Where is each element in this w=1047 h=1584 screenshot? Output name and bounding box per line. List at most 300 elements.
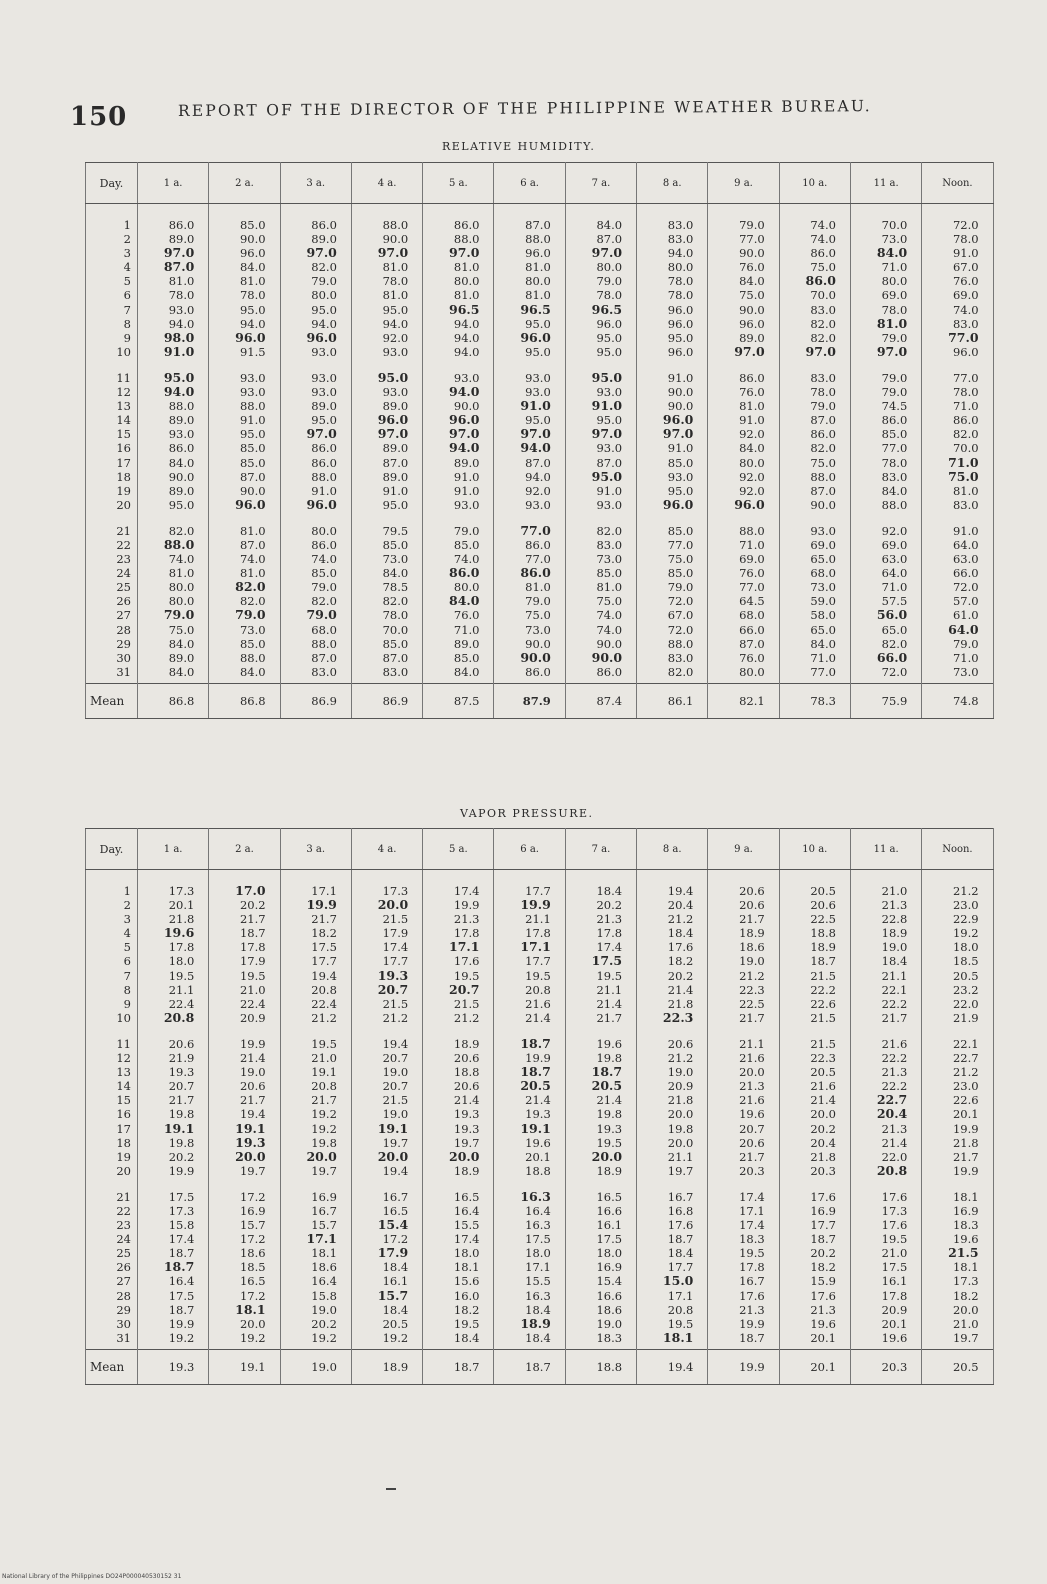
vapor-value-cell: 19.6 [494,1136,565,1150]
humidity-mean-cell: 86.8 [138,683,209,718]
humidity-value-cell: 58.0 [779,608,850,622]
humidity-value-cell: 80.0 [138,594,209,608]
humidity-mean-cell: 87.5 [423,683,494,718]
humidity-value-cell: 76.0 [708,566,779,580]
vapor-value-cell: 21.3 [850,1122,921,1136]
vapor-value-cell: 18.4 [494,1331,565,1350]
humidity-value-cell: 90.0 [637,385,708,399]
vapor-value-cell: 19.5 [423,1317,494,1331]
vapor-row [86,1178,994,1204]
humidity-value-cell: 74.0 [565,608,636,622]
vapor-value-cell: 18.4 [494,1303,565,1317]
humidity-value-cell: 96.0 [922,345,993,359]
vapor-value-cell: 18.4 [351,1303,422,1317]
vapor-value-cell: 19.0 [708,954,779,968]
humidity-row [86,623,994,637]
humidity-day-cell: 16 [86,441,138,455]
vapor-value-cell: 16.4 [138,1274,209,1288]
vapor-value-cell: 19.0 [850,940,921,954]
vapor-value-cell: 20.2 [138,1150,209,1164]
vapor-value-cell: 17.6 [850,1218,921,1232]
vapor-value-cell: 18.9 [850,926,921,940]
humidity-value-cell: 86.0 [850,413,921,427]
humidity-value-cell: 85.0 [209,456,280,470]
humidity-value-cell: 81.0 [209,274,280,288]
vapor-value-cell: 17.6 [637,1218,708,1232]
humidity-mean-cell: 86.9 [351,683,422,718]
vapor-value-cell: 22.5 [779,912,850,926]
vapor-value-cell: 17.1 [423,940,494,954]
humidity-value-cell: 82.0 [280,594,351,608]
vapor-value-cell: 20.2 [280,1317,351,1331]
vapor-value-cell: 22.4 [280,997,351,1011]
vapor-value-cell: 19.8 [280,1136,351,1150]
humidity-mean-cell: 86.8 [209,683,280,718]
humidity-value-cell: 80.0 [423,580,494,594]
vapor-row [86,1150,994,1164]
humidity-col-header: 8 a. [637,163,708,204]
vapor-value-cell: 19.3 [138,1065,209,1079]
vapor-value-cell: 19.5 [209,969,280,983]
humidity-value-cell: 70.0 [351,623,422,637]
vapor-value-cell: 20.3 [779,1164,850,1178]
humidity-value-cell: 70.0 [779,288,850,302]
vapor-value-cell: 20.0 [779,1107,850,1121]
vapor-value-cell: 19.9 [922,1164,993,1178]
humidity-value-cell: 75.0 [779,456,850,470]
vapor-value-cell: 20.0 [423,1150,494,1164]
vapor-value-cell: 20.0 [351,898,422,912]
vapor-value-cell: 21.5 [779,1025,850,1051]
humidity-value-cell: 91.0 [637,441,708,455]
vapor-value-cell: 20.0 [637,1136,708,1150]
vapor-value-cell: 20.9 [850,1303,921,1317]
vapor-row [86,997,994,1011]
humidity-value-cell: 96.5 [565,303,636,317]
vapor-value-cell: 20.0 [209,1150,280,1164]
humidity-value-cell: 76.0 [922,274,993,288]
humidity-value-cell: 96.0 [494,331,565,345]
vapor-value-cell: 21.5 [779,1011,850,1025]
humidity-day-cell: 5 [86,274,138,288]
humidity-value-cell: 92.0 [850,512,921,538]
vapor-value-cell: 16.6 [565,1204,636,1218]
humidity-value-cell: 71.0 [779,651,850,665]
humidity-value-cell: 82.0 [922,427,993,441]
humidity-value-cell: 78.0 [922,232,993,246]
humidity-value-cell: 97.0 [138,246,209,260]
vapor-value-cell: 19.9 [708,1317,779,1331]
vapor-value-cell: 21.8 [637,1093,708,1107]
vapor-value-cell: 18.7 [708,1331,779,1350]
humidity-value-cell: 96.0 [423,413,494,427]
humidity-value-cell: 90.0 [637,399,708,413]
vapor-value-cell: 21.4 [850,1136,921,1150]
vapor-value-cell: 18.7 [138,1246,209,1260]
humidity-value-cell: 84.0 [565,204,636,233]
vapor-day-cell: 8 [86,983,138,997]
vapor-value-cell: 21.7 [850,1011,921,1025]
vapor-row [86,1079,994,1093]
humidity-col-header: 4 a. [351,163,422,204]
vapor-value-cell: 19.7 [637,1164,708,1178]
humidity-value-cell: 66.0 [708,623,779,637]
humidity-day-cell: 12 [86,385,138,399]
vapor-value-cell: 15.8 [138,1218,209,1232]
vapor-value-cell: 19.5 [565,1136,636,1150]
humidity-value-cell: 96.0 [565,317,636,331]
vapor-value-cell: 21.1 [708,1025,779,1051]
vapor-day-cell: 27 [86,1274,138,1288]
vapor-value-cell: 21.3 [850,1065,921,1079]
humidity-value-cell: 68.0 [708,608,779,622]
vapor-row [86,983,994,997]
vapor-value-cell: 17.5 [280,940,351,954]
vapor-value-cell: 19.6 [708,1107,779,1121]
humidity-value-cell: 66.0 [850,651,921,665]
humidity-value-cell: 78.0 [850,303,921,317]
vapor-value-cell: 17.5 [850,1260,921,1274]
vapor-value-cell: 21.4 [565,997,636,1011]
humidity-value-cell: 83.0 [922,317,993,331]
humidity-value-cell: 86.0 [922,413,993,427]
humidity-value-cell: 86.0 [779,246,850,260]
vapor-value-cell: 21.3 [565,912,636,926]
humidity-day-cell: 18 [86,470,138,484]
humidity-value-cell: 92.0 [708,427,779,441]
vapor-mean-cell: 19.4 [637,1349,708,1384]
humidity-value-cell: 88.0 [351,204,422,233]
humidity-value-cell: 93.0 [351,385,422,399]
vapor-row [86,870,994,899]
vapor-day-cell: 20 [86,1164,138,1178]
vapor-row [86,1274,994,1288]
humidity-row [86,651,994,665]
vapor-value-cell: 19.6 [922,1232,993,1246]
vapor-value-cell: 17.4 [423,1232,494,1246]
humidity-value-cell: 72.0 [850,665,921,684]
humidity-value-cell: 95.0 [637,331,708,345]
vapor-value-cell: 17.2 [351,1232,422,1246]
vapor-value-cell: 19.2 [280,1122,351,1136]
humidity-value-cell: 78.5 [351,580,422,594]
vapor-value-cell: 21.1 [494,912,565,926]
vapor-row [86,1303,994,1317]
humidity-value-cell: 83.0 [850,470,921,484]
vapor-day-cell: 28 [86,1289,138,1303]
vapor-row [86,954,994,968]
vapor-value-cell: 21.7 [138,1093,209,1107]
vapor-value-cell: 20.0 [565,1150,636,1164]
humidity-value-cell: 80.0 [138,580,209,594]
vapor-value-cell: 19.5 [565,969,636,983]
vapor-value-cell: 18.4 [351,1260,422,1274]
humidity-value-cell: 95.0 [565,331,636,345]
humidity-value-cell: 75.0 [138,623,209,637]
vapor-value-cell: 16.5 [209,1274,280,1288]
humidity-value-cell: 81.0 [423,288,494,302]
humidity-value-cell: 91.0 [138,345,209,359]
humidity-value-cell: 93.0 [280,385,351,399]
vapor-day-cell: 15 [86,1093,138,1107]
humidity-value-cell: 87.0 [138,260,209,274]
vapor-row [86,1232,994,1246]
humidity-value-cell: 91.0 [708,413,779,427]
humidity-day-cell: 26 [86,594,138,608]
vapor-day-cell: 7 [86,969,138,983]
humidity-value-cell: 93.0 [565,498,636,512]
humidity-value-cell: 83.0 [637,232,708,246]
humidity-value-cell: 69.0 [708,552,779,566]
vapor-value-cell: 20.1 [494,1150,565,1164]
humidity-value-cell: 91.0 [351,484,422,498]
humidity-value-cell: 80.0 [280,512,351,538]
vapor-value-cell: 19.9 [209,1025,280,1051]
humidity-value-cell: 74.0 [922,303,993,317]
humidity-value-cell: 81.0 [209,566,280,580]
humidity-value-cell: 73.0 [850,232,921,246]
vapor-value-cell: 21.1 [565,983,636,997]
humidity-value-cell: 73.0 [922,665,993,684]
vapor-row [86,1331,994,1350]
vapor-value-cell: 20.1 [779,1331,850,1350]
vapor-value-cell: 21.5 [351,912,422,926]
humidity-value-cell: 94.0 [494,470,565,484]
humidity-value-cell: 94.0 [423,441,494,455]
humidity-row [86,552,994,566]
humidity-col-header: 1 a. [138,163,209,204]
vapor-value-cell: 21.6 [850,1025,921,1051]
humidity-value-cell: 97.0 [351,427,422,441]
humidity-value-cell: 93.0 [138,427,209,441]
humidity-value-cell: 96.0 [637,498,708,512]
humidity-value-cell: 88.0 [637,637,708,651]
humidity-value-cell: 96.5 [494,303,565,317]
vapor-value-cell: 17.8 [209,940,280,954]
humidity-value-cell: 81.0 [494,580,565,594]
humidity-value-cell: 81.0 [494,288,565,302]
vapor-value-cell: 21.2 [280,1011,351,1025]
humidity-value-cell: 85.0 [209,204,280,233]
humidity-value-cell: 57.0 [922,594,993,608]
vapor-value-cell: 18.1 [280,1246,351,1260]
vapor-value-cell: 21.4 [637,983,708,997]
vapor-col-header: Day. [86,829,138,870]
vapor-value-cell: 17.8 [494,926,565,940]
humidity-value-cell: 69.0 [922,288,993,302]
humidity-value-cell: 83.0 [779,303,850,317]
vapor-row [86,1204,994,1218]
vapor-value-cell: 19.5 [708,1246,779,1260]
humidity-row [86,274,994,288]
humidity-day-cell: 17 [86,456,138,470]
humidity-row [86,538,994,552]
humidity-value-cell: 86.0 [779,427,850,441]
vapor-value-cell: 21.5 [351,997,422,1011]
vapor-value-cell: 22.2 [850,997,921,1011]
vapor-value-cell: 19.8 [565,1051,636,1065]
humidity-row [86,498,994,512]
humidity-value-cell: 77.0 [850,441,921,455]
humidity-value-cell: 81.0 [423,260,494,274]
humidity-value-cell: 88.0 [209,651,280,665]
vapor-value-cell: 21.3 [423,912,494,926]
humidity-value-cell: 79.0 [850,331,921,345]
vapor-row [86,898,994,912]
vapor-value-cell: 18.9 [708,926,779,940]
vapor-value-cell: 20.5 [779,1065,850,1079]
humidity-value-cell: 84.0 [779,637,850,651]
vapor-row [86,1051,994,1065]
vapor-value-cell: 17.7 [351,954,422,968]
humidity-value-cell: 83.0 [637,651,708,665]
humidity-value-cell: 79.0 [922,637,993,651]
humidity-value-cell: 89.0 [138,651,209,665]
vapor-value-cell: 21.4 [779,1093,850,1107]
vapor-value-cell: 17.6 [423,954,494,968]
humidity-value-cell: 86.0 [138,441,209,455]
humidity-day-cell: 7 [86,303,138,317]
humidity-value-cell: 80.0 [850,274,921,288]
vapor-value-cell: 18.0 [565,1246,636,1260]
humidity-value-cell: 71.0 [850,580,921,594]
humidity-value-cell: 90.0 [708,303,779,317]
vapor-value-cell: 21.0 [280,1051,351,1065]
humidity-value-cell: 81.0 [494,260,565,274]
vapor-value-cell: 21.2 [708,969,779,983]
humidity-value-cell: 85.0 [850,427,921,441]
humidity-value-cell: 89.0 [280,399,351,413]
humidity-value-cell: 82.0 [209,594,280,608]
page-header [0,0,1047,140]
vapor-col-header: 11 a. [850,829,921,870]
vapor-value-cell: 16.6 [565,1289,636,1303]
vapor-value-cell: 20.1 [922,1107,993,1121]
humidity-value-cell: 70.0 [850,204,921,233]
vapor-value-cell: 22.3 [637,1011,708,1025]
vapor-value-cell: 17.7 [637,1260,708,1274]
vapor-value-cell: 19.0 [209,1065,280,1079]
vapor-value-cell: 18.2 [280,926,351,940]
humidity-value-cell: 79.0 [637,580,708,594]
vapor-value-cell: 21.0 [850,870,921,899]
humidity-value-cell: 88.0 [280,470,351,484]
vapor-row [86,1025,994,1051]
humidity-value-cell: 90.0 [565,637,636,651]
vapor-value-cell: 21.3 [779,1303,850,1317]
vapor-value-cell: 20.4 [779,1136,850,1150]
vapor-value-cell: 16.9 [922,1204,993,1218]
humidity-value-cell: 75.0 [637,552,708,566]
humidity-value-cell: 78.0 [209,288,280,302]
humidity-day-cell: 22 [86,538,138,552]
humidity-mean-cell: 86.9 [280,683,351,718]
vapor-value-cell: 18.4 [637,1246,708,1260]
vapor-value-cell: 19.1 [280,1065,351,1079]
humidity-value-cell: 69.0 [850,288,921,302]
humidity-value-cell: 72.0 [637,594,708,608]
humidity-mean-row [86,683,994,718]
humidity-value-cell: 64.5 [708,594,779,608]
vapor-value-cell: 17.4 [708,1178,779,1204]
vapor-value-cell: 20.6 [637,1025,708,1051]
humidity-value-cell: 95.0 [280,303,351,317]
vapor-value-cell: 18.7 [565,1065,636,1079]
vapor-value-cell: 18.6 [209,1246,280,1260]
humidity-value-cell: 93.0 [565,441,636,455]
humidity-value-cell: 95.0 [351,498,422,512]
vapor-value-cell: 16.7 [351,1178,422,1204]
vapor-value-cell: 22.0 [922,997,993,1011]
humidity-value-cell: 69.0 [779,538,850,552]
vapor-value-cell: 18.4 [565,870,636,899]
humidity-value-cell: 86.0 [565,665,636,684]
humidity-value-cell: 93.0 [351,345,422,359]
vapor-value-cell: 18.5 [922,954,993,968]
vapor-col-header: 8 a. [637,829,708,870]
humidity-value-cell: 88.0 [138,538,209,552]
humidity-value-cell: 85.0 [637,456,708,470]
vapor-value-cell: 19.2 [280,1107,351,1121]
humidity-row [86,399,994,413]
humidity-col-header: 10 a. [779,163,850,204]
vapor-mean-cell: 20.1 [779,1349,850,1384]
humidity-col-header: 9 a. [708,163,779,204]
humidity-value-cell: 89.0 [351,441,422,455]
vapor-value-cell: 18.8 [494,1164,565,1178]
vapor-value-cell: 16.5 [565,1178,636,1204]
humidity-value-cell: 74.0 [779,232,850,246]
vapor-value-cell: 22.7 [850,1093,921,1107]
vapor-day-cell: 2 [86,898,138,912]
vapor-value-cell: 21.4 [494,1093,565,1107]
humidity-value-cell: 91.0 [922,246,993,260]
vapor-value-cell: 20.7 [351,1079,422,1093]
vapor-value-cell: 19.2 [351,1331,422,1350]
vapor-day-cell: 6 [86,954,138,968]
humidity-value-cell: 72.0 [922,204,993,233]
vapor-value-cell: 17.7 [494,954,565,968]
humidity-value-cell: 85.0 [423,651,494,665]
humidity-value-cell: 90.0 [494,637,565,651]
vapor-value-cell: 19.6 [138,926,209,940]
humidity-value-cell: 71.0 [850,260,921,274]
vapor-value-cell: 17.8 [850,1289,921,1303]
footer-note: National Library of the Philippines DO24P000040530152 31 [2,1573,182,1580]
humidity-value-cell: 91.0 [280,484,351,498]
vapor-value-cell: 21.5 [423,997,494,1011]
vapor-value-cell: 22.6 [922,1093,993,1107]
humidity-value-cell: 86.0 [423,566,494,580]
humidity-value-cell: 65.0 [850,623,921,637]
vapor-value-cell: 15.8 [280,1289,351,1303]
vapor-value-cell: 19.4 [209,1107,280,1121]
humidity-day-cell: 14 [86,413,138,427]
vapor-value-cell: 18.3 [565,1331,636,1350]
humidity-value-cell: 97.0 [280,427,351,441]
humidity-value-cell: 78.0 [565,288,636,302]
vapor-value-cell: 20.0 [351,1150,422,1164]
humidity-value-cell: 92.0 [708,470,779,484]
vapor-value-cell: 19.9 [138,1164,209,1178]
vapor-day-cell: 29 [86,1303,138,1317]
humidity-value-cell: 96.0 [637,413,708,427]
vapor-value-cell: 21.8 [637,997,708,1011]
humidity-value-cell: 91.0 [209,413,280,427]
humidity-value-cell: 81.0 [351,288,422,302]
vapor-col-header: 2 a. [209,829,280,870]
vapor-value-cell: 17.5 [138,1289,209,1303]
